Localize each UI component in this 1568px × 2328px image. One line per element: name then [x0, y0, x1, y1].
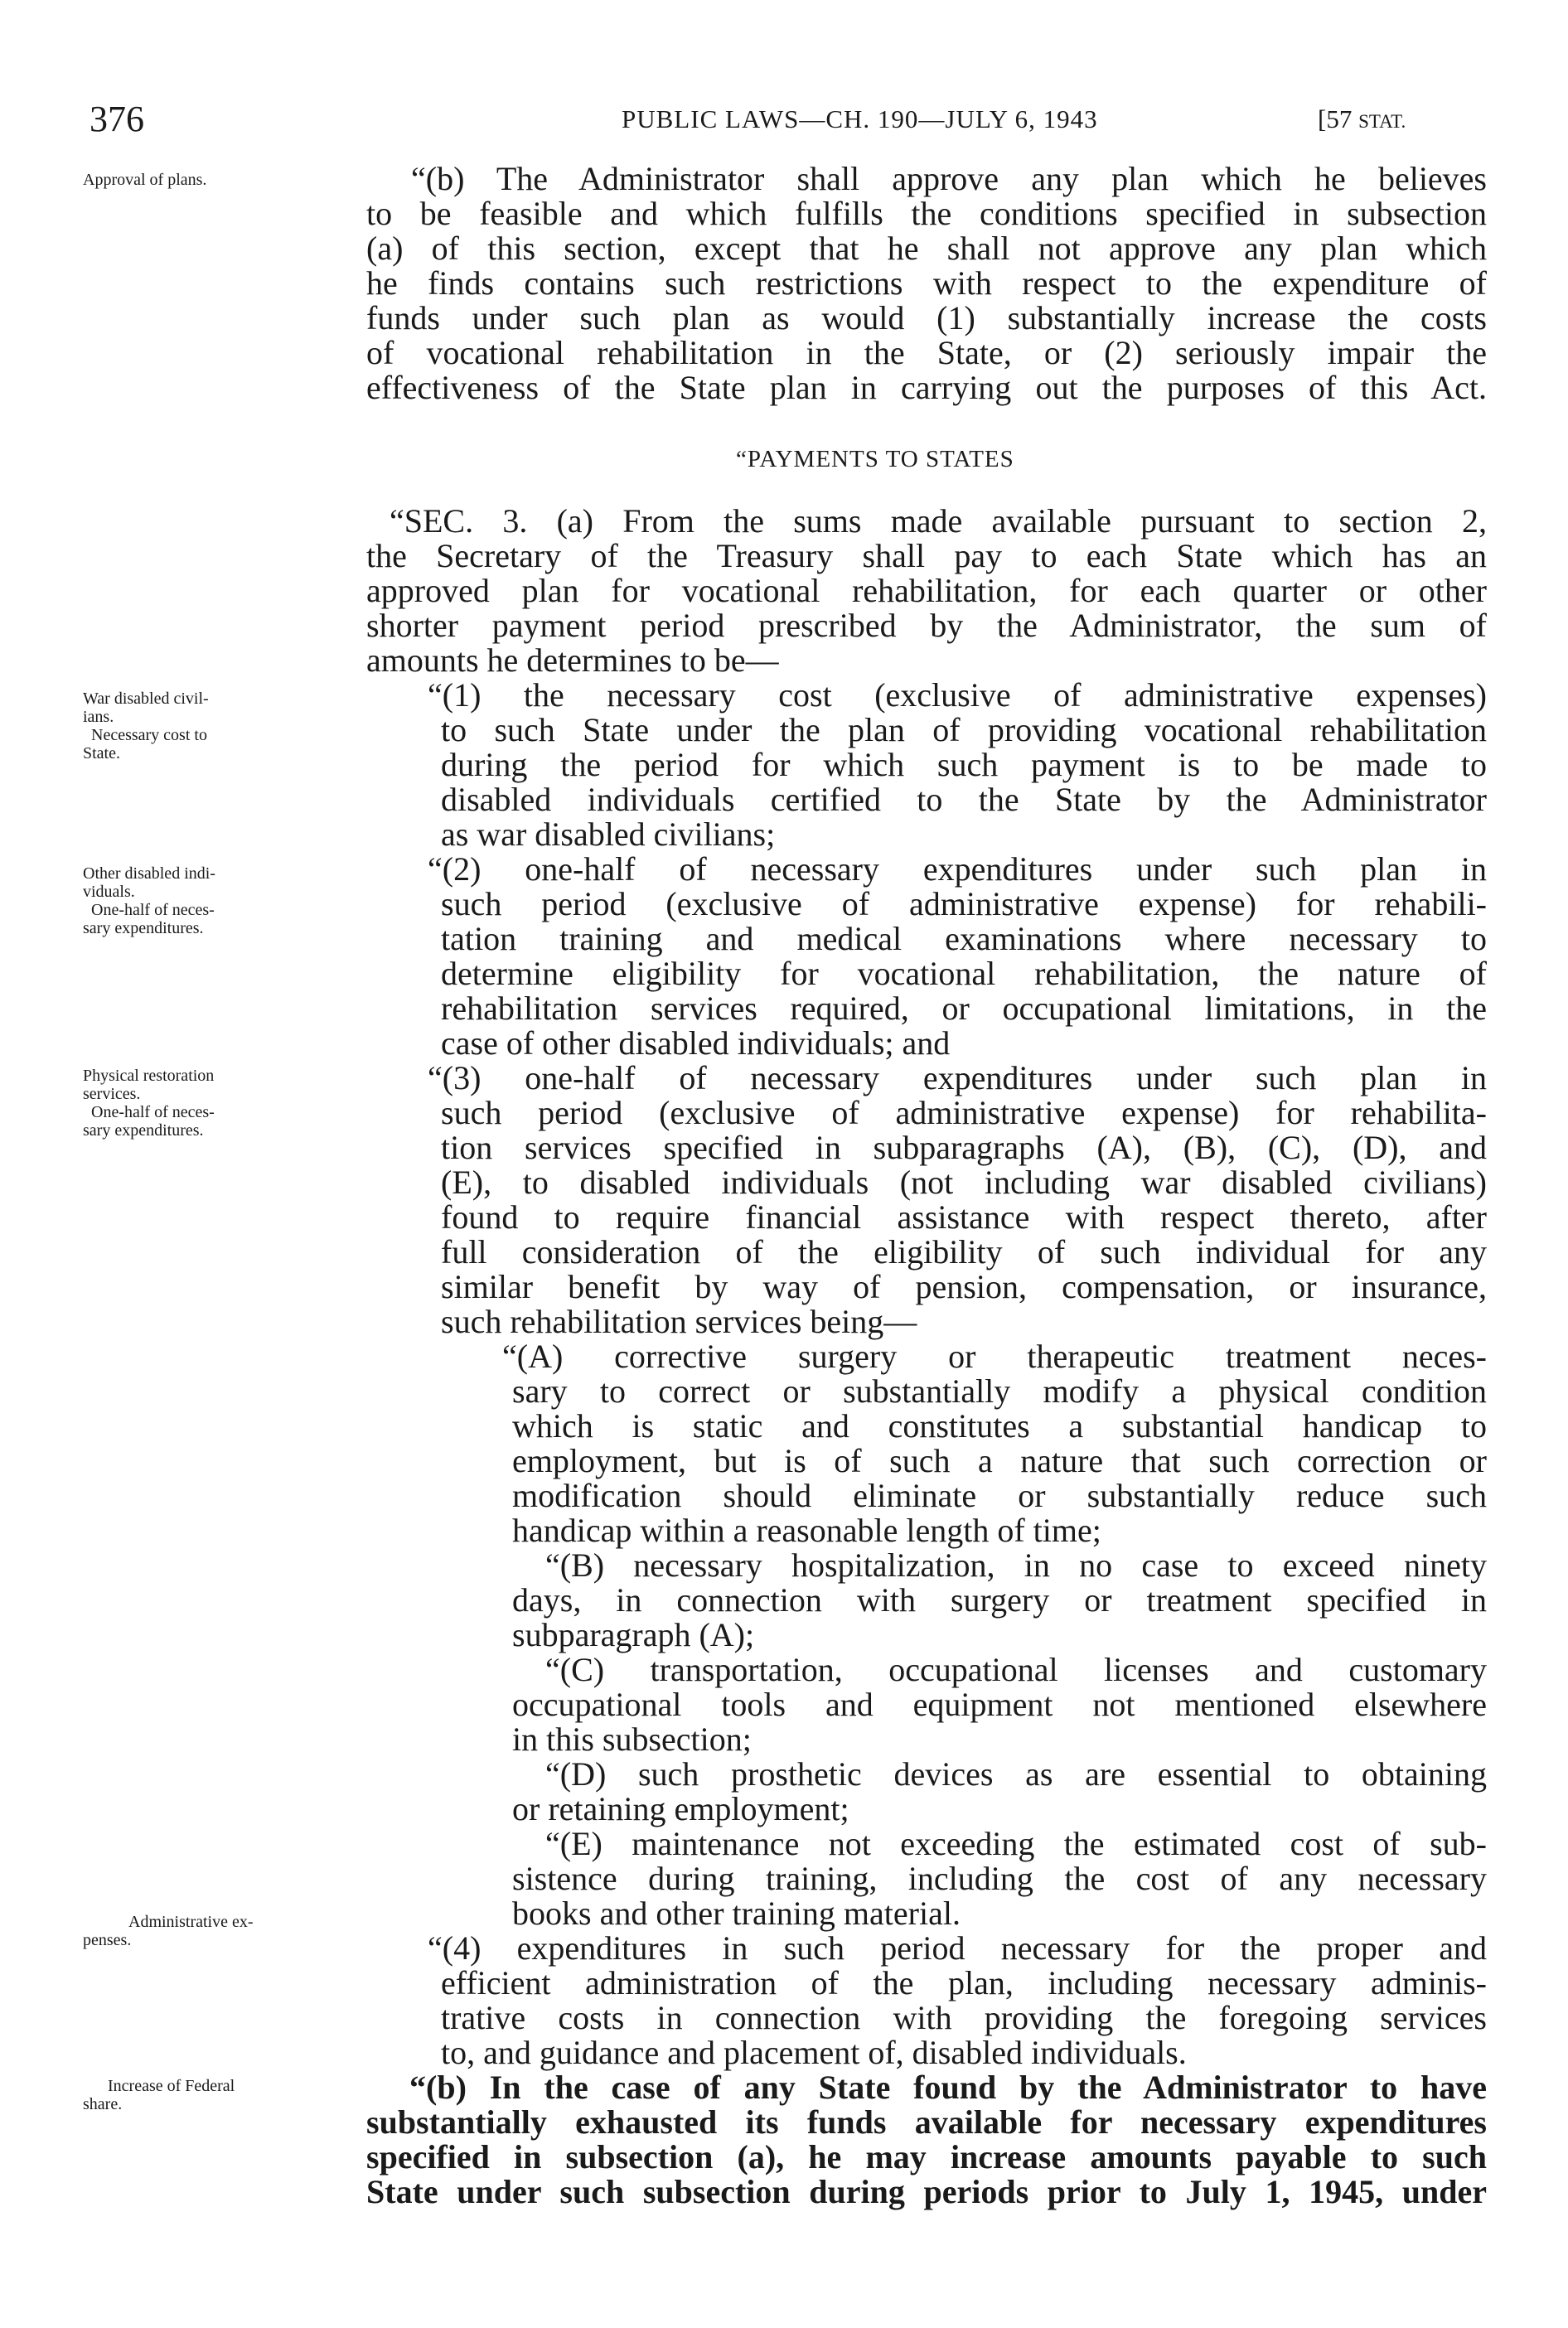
text-line: funds under such plan as would (1) substantially increase the costs — [366, 299, 1487, 336]
text-line: specified in subsection (a), he may increase amounts payable to such — [366, 2138, 1487, 2176]
text-line: to, and guidance and placement of, disabled individuals. — [441, 2034, 1187, 2071]
text-line: “(C) transportation, occupational licenses and customary — [545, 1651, 1487, 1688]
margin-note-physical-restoration — [83, 1067, 365, 1140]
text-line: “(A) corrective surgery or therapeutic treatment neces- — [502, 1338, 1487, 1375]
text-line: books and other training material. — [512, 1895, 961, 1932]
margin-note-line: Physical restoration — [83, 1067, 215, 1085]
text-line: rehabilitation services required, or occupational limitations, in the — [441, 990, 1487, 1027]
text-line: to be feasible and which fulfills the conditions specified in subsection — [366, 195, 1487, 232]
margin-note-line: viduals. — [83, 883, 135, 901]
text-line: to such State under the plan of providing vocational rehabilitation — [441, 711, 1487, 748]
text-line: approved plan for vocational rehabilitation, for each quarter or other — [366, 572, 1487, 609]
margin-note-approval — [83, 171, 365, 189]
text-line: he finds contains such restrictions with respect to the expenditure of — [366, 264, 1487, 302]
text-line: found to require financial assistance with respect thereto, after — [441, 1198, 1487, 1236]
text-line: modification should eliminate or substantially reduce such — [512, 1477, 1487, 1514]
text-line: during the period for which such payment is to be made to — [441, 746, 1487, 783]
text-line: full consideration of the eligibility of such individual for any — [441, 1233, 1487, 1270]
text-line: tation training and medical examinations where necessary to — [441, 920, 1487, 957]
margin-note-line: War disabled civil- — [83, 690, 209, 708]
margin-note-line: Increase of Federal — [108, 2077, 235, 2095]
text-line: “(b) In the case of any State found by the Administrator to have — [409, 2069, 1487, 2106]
margin-note-line: ians. — [83, 708, 114, 726]
text-line: of vocational rehabilitation in the State, or (2) seriously impair the — [366, 334, 1487, 371]
text-line: similar benefit by way of pension, compensation, or insurance, — [441, 1268, 1487, 1305]
text-line: “SEC. 3. (a) From the sums made available pursuant to section 2, — [390, 502, 1487, 540]
margin-note-line: share. — [83, 2095, 123, 2113]
statute-abbrev: STAT. — [1358, 111, 1406, 132]
text-line: “(b) The Administrator shall approve any plan which he believes — [411, 160, 1487, 197]
margin-note-line: Other disabled indi- — [83, 864, 215, 883]
text-line: trative costs in connection with providing the foregoing services — [441, 1999, 1487, 2036]
margin-note-federal-share — [83, 2077, 365, 2113]
text-line: employment, but is of such a nature that such correction or — [512, 1442, 1487, 1479]
text-line: or retaining employment; — [512, 1790, 849, 1827]
margin-note-line: Administrative ex- — [128, 1913, 254, 1931]
margin-note-line: One-half of neces- — [91, 1103, 215, 1121]
section-heading: “PAYMENTS TO STATES — [736, 446, 1014, 472]
text-line: amounts he determines to be— — [366, 641, 779, 679]
text-line: “(D) such prosthetic devices as are essential to obtaining — [545, 1755, 1487, 1793]
text-line: “(3) one-half of necessary expenditures under such plan in — [428, 1059, 1487, 1096]
text-line: determine eligibility for vocational rehabilitation, the nature of — [441, 955, 1487, 992]
margin-note-line: services. — [83, 1085, 141, 1103]
margin-note-line: sary expenditures. — [83, 1121, 204, 1140]
text-line: the Secretary of the Treasury shall pay to each State which has an — [366, 537, 1487, 574]
text-line: sary to correct or substantially modify a physical condition — [512, 1372, 1487, 1410]
margin-note-war-disabled — [83, 690, 365, 762]
text-line: sistence during training, including the cost of any necessary — [512, 1860, 1487, 1897]
text-line: shorter payment period prescribed by the Administrator, the sum of — [366, 607, 1487, 644]
text-line: disabled individuals certified to the State by the Administrator — [441, 781, 1487, 818]
margin-note-line: sary expenditures. — [83, 919, 204, 937]
text-line: case of other disabled individuals; and — [441, 1024, 951, 1062]
margin-note-line: penses. — [83, 1931, 132, 1949]
text-line: “(4) expenditures in such period necessary for the proper and — [428, 1929, 1487, 1967]
margin-note-other-disabled — [83, 864, 365, 937]
text-line: subparagraph (A); — [512, 1616, 755, 1653]
text-line: effectiveness of the State plan in carrying out the purposes of this Act. — [366, 369, 1487, 406]
page-number: 376 — [90, 99, 144, 139]
running-title: PUBLIC LAWS—CH. 190—JULY 6, 1943 — [622, 104, 1098, 133]
text-line: “(2) one-half of necessary expenditures under such plan in — [428, 850, 1487, 888]
margin-note-line: State. — [83, 744, 120, 762]
text-line: “(1) the necessary cost (exclusive of administrative expenses) — [428, 676, 1487, 714]
text-line: substantially exhausted its funds available for necessary expenditures — [366, 2103, 1487, 2141]
text-line: days, in connection with surgery or treatment specified in — [512, 1581, 1487, 1619]
text-line: “(B) necessary hospitalization, in no case to exceed ninety — [545, 1546, 1487, 1584]
text-line: “(E) maintenance not exceeding the estimated cost of sub- — [545, 1825, 1487, 1862]
margin-note-administrative — [83, 1913, 365, 1949]
text-line: (a) of this section, except that he shall not approve any plan which — [366, 230, 1487, 267]
text-line: State under such subsection during periods prior to July 1, 1945, under — [366, 2173, 1487, 2210]
margin-note-line: One-half of neces- — [91, 901, 215, 919]
margin-note-line: Necessary cost to — [91, 726, 207, 744]
text-line: handicap within a reasonable length of time; — [512, 1512, 1101, 1549]
statute-prefix: [57 — [1318, 104, 1359, 133]
text-line: as war disabled civilians; — [441, 816, 776, 853]
text-line: in this subsection; — [512, 1721, 752, 1758]
text-line: which is static and constitutes a substantial handicap to — [512, 1407, 1487, 1445]
text-line: such period (exclusive of administrative expense) for rehabili- — [441, 885, 1487, 922]
text-line: tion services specified in subparagraphs (A), (B), (C), (D), and — [441, 1129, 1487, 1166]
margin-note-line: Approval of plans. — [83, 171, 207, 189]
text-line: such rehabilitation services being— — [441, 1303, 917, 1340]
text-line: such period (exclusive of administrative expense) for rehabilita- — [441, 1094, 1487, 1131]
text-line: efficient administration of the plan, including necessary adminis- — [441, 1964, 1487, 2001]
text-line: occupational tools and equipment not mentioned elsewhere — [512, 1686, 1487, 1723]
running-header — [0, 98, 1568, 144]
text-line: (E), to disabled individuals (not including war disabled civilians) — [441, 1164, 1487, 1201]
statute-reference — [1318, 104, 1406, 134]
